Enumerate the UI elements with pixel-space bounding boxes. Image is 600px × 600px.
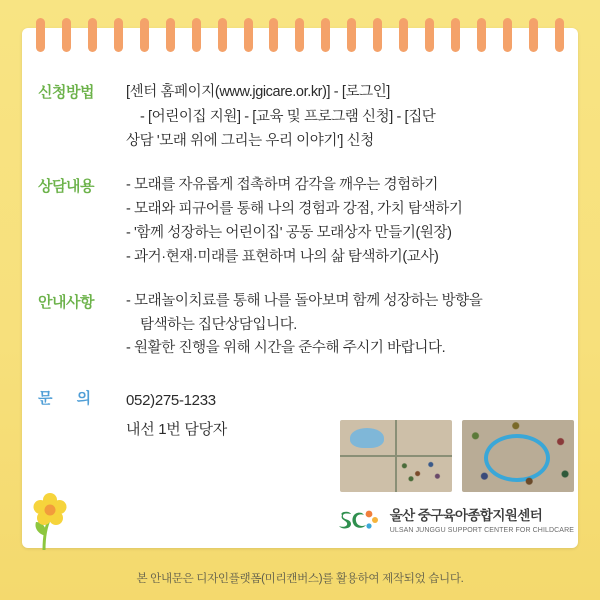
center-logo bbox=[336, 506, 574, 536]
section-label-counseling-content: 상담내용 bbox=[38, 177, 94, 195]
counseling-line-3: - '함께 성장하는 어린이집' 공동 모래상자 만들기(원장) bbox=[126, 224, 452, 241]
footer-note: 본 안내문은 디자인플랫폼(미리캔버스)를 활용하여 제작되었 습니다. bbox=[136, 573, 464, 585]
logo-text-block bbox=[390, 508, 574, 533]
section-notice bbox=[38, 290, 556, 362]
sandtray-photo-2 bbox=[462, 420, 574, 492]
section-apply-method bbox=[38, 80, 556, 154]
section-label-apply-method: 신청방법 bbox=[38, 84, 94, 101]
sc-logo-icon bbox=[336, 506, 382, 536]
section-body-notice bbox=[126, 290, 556, 362]
section-body-contact bbox=[126, 387, 227, 444]
section-counseling-content bbox=[38, 174, 556, 270]
section-label-notice: 안내사항 bbox=[38, 293, 94, 311]
counseling-line-4: - 과거·현재·미래를 표현하며 나의 삶 탐색하기(교사) bbox=[126, 248, 439, 265]
apply-line-1: [센터 홈페이지(www.jgicare.or.kr)] - [로그인] bbox=[126, 84, 390, 100]
counseling-line-2: - 모래와 피규어를 통해 나의 경험과 강점, 가치 탐색하기 bbox=[126, 200, 463, 217]
section-body-counseling-content bbox=[126, 174, 556, 270]
flower-icon bbox=[24, 488, 84, 552]
sand-figures-scatter bbox=[462, 420, 574, 492]
contact-extension: 내선 1번 담당자 bbox=[126, 420, 227, 438]
notice-line-1: - 모래놀이치료를 통해 나를 돌아보며 함께 성장하는 방향을 bbox=[126, 292, 483, 309]
section-body-apply-method bbox=[126, 80, 556, 154]
sand-figures-cluster bbox=[400, 458, 444, 484]
photo-strip bbox=[340, 420, 574, 492]
logo-name-ko: 울산 중구육아종합지원센터 bbox=[389, 508, 543, 524]
notice-line-2: 탐색하는 집단상담입니다. bbox=[140, 316, 297, 333]
sandtray-photo-1 bbox=[340, 420, 452, 492]
counseling-line-1: - 모래를 자유롭게 접촉하며 감각을 깨우는 경험하기 bbox=[126, 176, 438, 193]
contact-phone: 052)275-1233 bbox=[126, 392, 216, 410]
notice-line-3: - 원활한 진행을 위해 시간을 준수해 주시기 바랍니다. bbox=[126, 340, 446, 357]
logo-name-en: ULSAN JUNGGU SUPPORT CENTER FOR CHILDCARE bbox=[389, 526, 574, 534]
apply-line-2: - [어린이집 지원] - [교육 및 프로그램 신청] - [집단 bbox=[140, 108, 436, 125]
section-label-contact: 문 의 bbox=[38, 390, 102, 408]
sand-blue-shape bbox=[350, 428, 384, 448]
apply-line-3: 상담 '모래 위에 그리는 우리 이야기'] 신청 bbox=[126, 133, 374, 150]
